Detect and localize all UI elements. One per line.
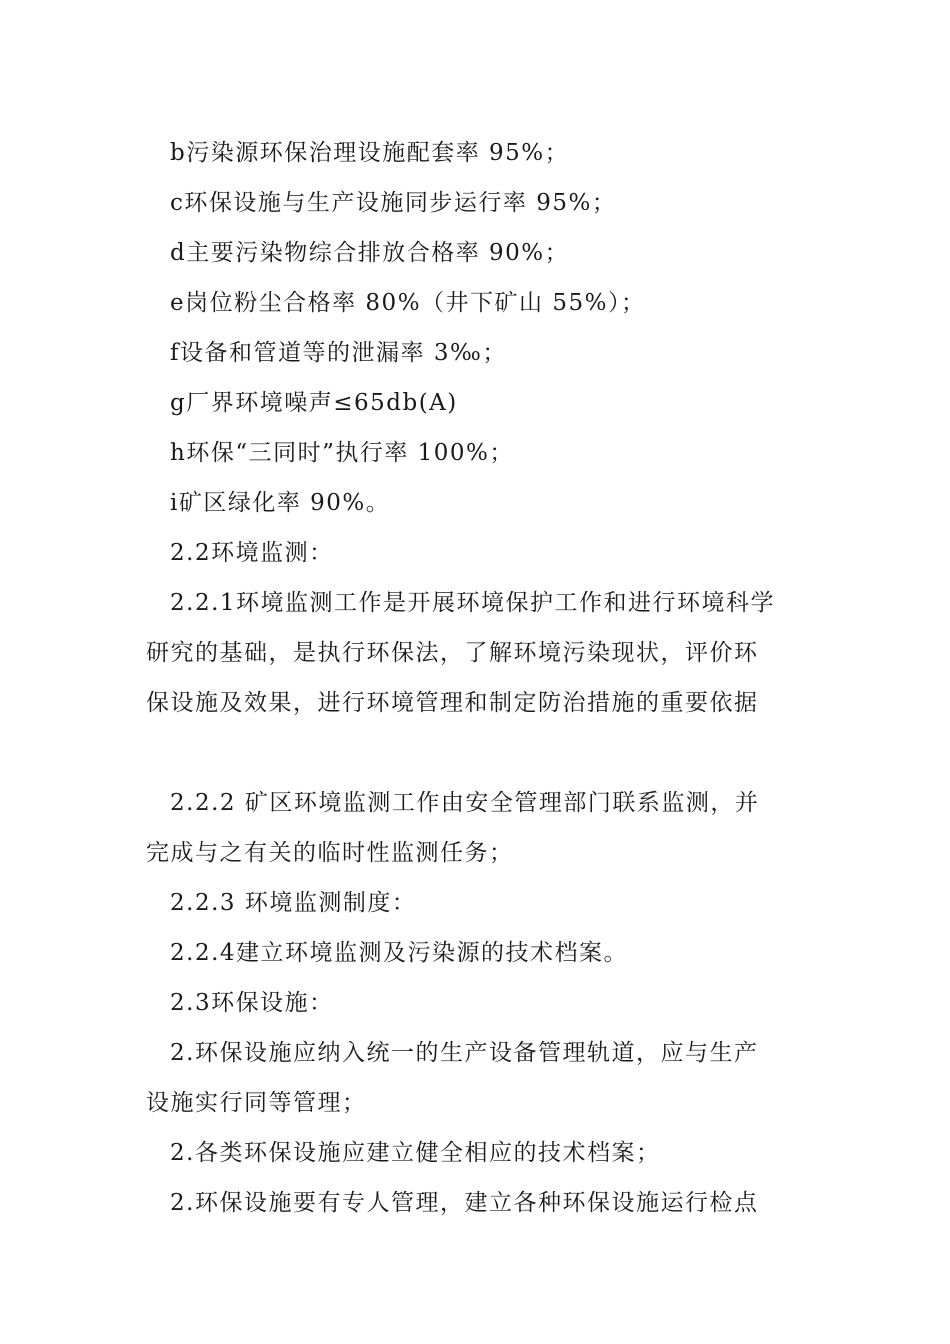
text-line: c环保设施与生产设施同步运行率 95%； (170, 190, 617, 216)
text-line: f设备和管道等的泄漏率 3‰； (170, 340, 507, 366)
text-line: d主要污染物综合排放合格率 90%； (170, 240, 570, 266)
text-line: b污染源环保治理设施配套率 95%； (170, 140, 570, 166)
text-line: g厂界环境噪声≤65db(A) (170, 390, 458, 416)
text-line: 2.2.4建立环境监测及污染源的技术档案。 (170, 940, 629, 966)
text-line: i矿区绿化率 90%。 (170, 490, 391, 516)
text-line: 2.各类环保设施应建立健全相应的技术档案； (170, 1140, 661, 1166)
text-line: 2.2.2 矿区环境监测工作由安全管理部门联系监测，并 (170, 790, 760, 816)
text-line: 2.2.1环境监测工作是开展环境保护工作和进行环境科学 (170, 590, 776, 616)
text-line: 2.环保设施要有专人管理，建立各种环保设施运行检点 (170, 1190, 759, 1216)
text-line: 保设施及效果，进行环境管理和制定防治措施的重要依据 (146, 690, 759, 716)
text-line: 完成与之有关的临时性监测任务； (146, 840, 514, 866)
text-line: h环保“三同时”执行率 100%； (170, 440, 514, 466)
text-line: 设施实行同等管理； (146, 1090, 367, 1116)
section-heading: 2.2环境监测： (170, 540, 334, 566)
section-heading: 2.3环保设施： (170, 990, 334, 1016)
text-line: e岗位粉尘合格率 80%（井下矿山 55%）； (170, 290, 646, 316)
text-line: 2.环保设施应纳入统一的生产设备管理轨道，应与生产 (170, 1040, 759, 1066)
text-line: 2.2.3 环境监测制度： (170, 890, 417, 916)
text-line: 研究的基础，是执行环保法，了解环境污染现状，评价环 (146, 640, 759, 666)
